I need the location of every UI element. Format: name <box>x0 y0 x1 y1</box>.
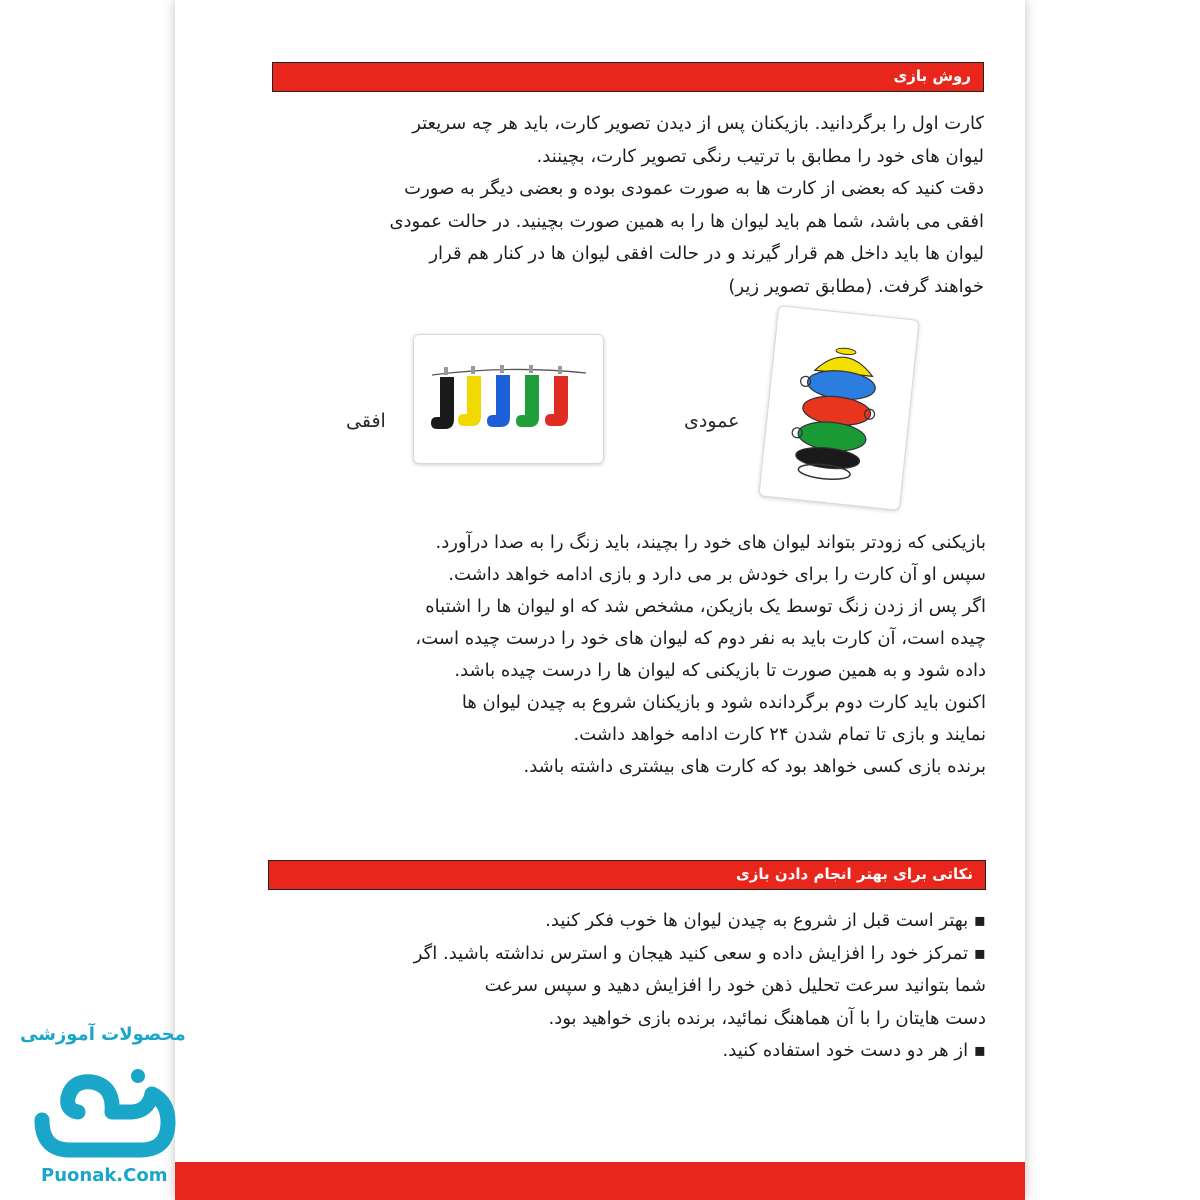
text-line: کارت اول را برگردانید. بازیکنان پس از دیدن تصویر کارت، باید هر چه سریعتر <box>412 113 984 134</box>
horizontal-caption: افقی <box>346 410 386 432</box>
text-line: نمایند و بازی تا تمام شدن ۲۴ کارت ادامه خواهد داشت. <box>573 724 986 745</box>
text-line: افقی می باشد، شما هم باید لیوان ها را به همین صورت بچینید. در حالت عمودی <box>389 210 984 232</box>
brand-tagline: محصولات آموزشی <box>20 1024 186 1045</box>
text-line: لیوان های خود را مطابق با ترتیب رنگی تصویر کارت، بچینند. <box>536 145 984 167</box>
sock-red <box>545 366 568 426</box>
text-line: لیوان ها باید داخل هم قرار گیرند و در حالت افقی لیوان ها در کنار هم قرار <box>429 243 984 264</box>
section-title: روش بازی <box>893 67 971 85</box>
brand-url: Puonak.Com <box>41 1165 168 1186</box>
section-header-how-to-play <box>272 62 984 92</box>
tip-item-continuation: دست هایتان را با آن هماهنگ نمائید، برنده بازی خواهید بود. <box>548 1007 986 1029</box>
section-title: نکاتی برای بهتر انجام دادن بازی <box>736 865 973 883</box>
stacked-cups-illustration <box>759 306 918 510</box>
horizontal-example-card <box>413 334 604 464</box>
vertical-caption: عمودی <box>684 410 740 432</box>
sock-black <box>431 367 454 429</box>
intro-paragraph <box>272 108 984 303</box>
text-line: اگر پس از زدن زنگ توسط یک بازیکن، مشخص شد که او لیوان ها را اشتباه <box>425 596 986 617</box>
section-header-tips <box>268 860 986 890</box>
rules-paragraph <box>268 527 986 783</box>
text-line: برنده بازی کسی خواهد بود که کارت های بیشتری داشته باشد. <box>523 756 986 777</box>
text-line: داده شود و به همین صورت تا بازیکنی که لیوان ها را درست چیده باشد. <box>454 660 986 681</box>
sock-blue <box>487 365 510 427</box>
text-line: دقت کنید که بعضی از کارت ها به صورت عمودی بوده و بعضی دیگر به صورت <box>404 178 984 199</box>
text-line: خواهند گرفت. (مطابق تصویر زیر) <box>728 275 984 297</box>
bottom-red-band <box>175 1162 1025 1200</box>
tip-item: ▪ تمرکز خود را افزایش داده و سعی کنید هیجان و استرس نداشته باشید. اگر <box>413 942 986 964</box>
tips-list <box>268 905 986 1068</box>
text-line: اکنون باید کارت دوم برگردانده شود و بازیکنان شروع به چیدن لیوان ها <box>461 692 986 713</box>
sock-green <box>516 365 539 427</box>
text-line: سپس او آن کارت را برای خودش بر می دارد و بازی ادامه خواهد داشت. <box>448 564 986 585</box>
tip-item: ▪ بهتر است قبل از شروع به چیدن لیوان ها خوب فکر کنید. <box>545 910 986 931</box>
text-line: بازیکنی که زودتر بتواند لیوان های خود را بچیند، باید زنگ را به صدا درآورد. <box>435 532 986 553</box>
sock-yellow <box>458 366 481 426</box>
vertical-example-card <box>758 305 919 511</box>
tip-item: ▪ از هر دو دست خود استفاده کنید. <box>722 1040 986 1061</box>
socks-on-line-illustration <box>414 335 603 463</box>
tip-item-continuation: شما بتوانید سرعت تحلیل ذهن خود را افزایش دهید و سپس سرعت <box>484 975 986 996</box>
text-line: چیده است، آن کارت باید به نفر دوم که لیوان های خود را درست چیده است، <box>415 628 986 649</box>
